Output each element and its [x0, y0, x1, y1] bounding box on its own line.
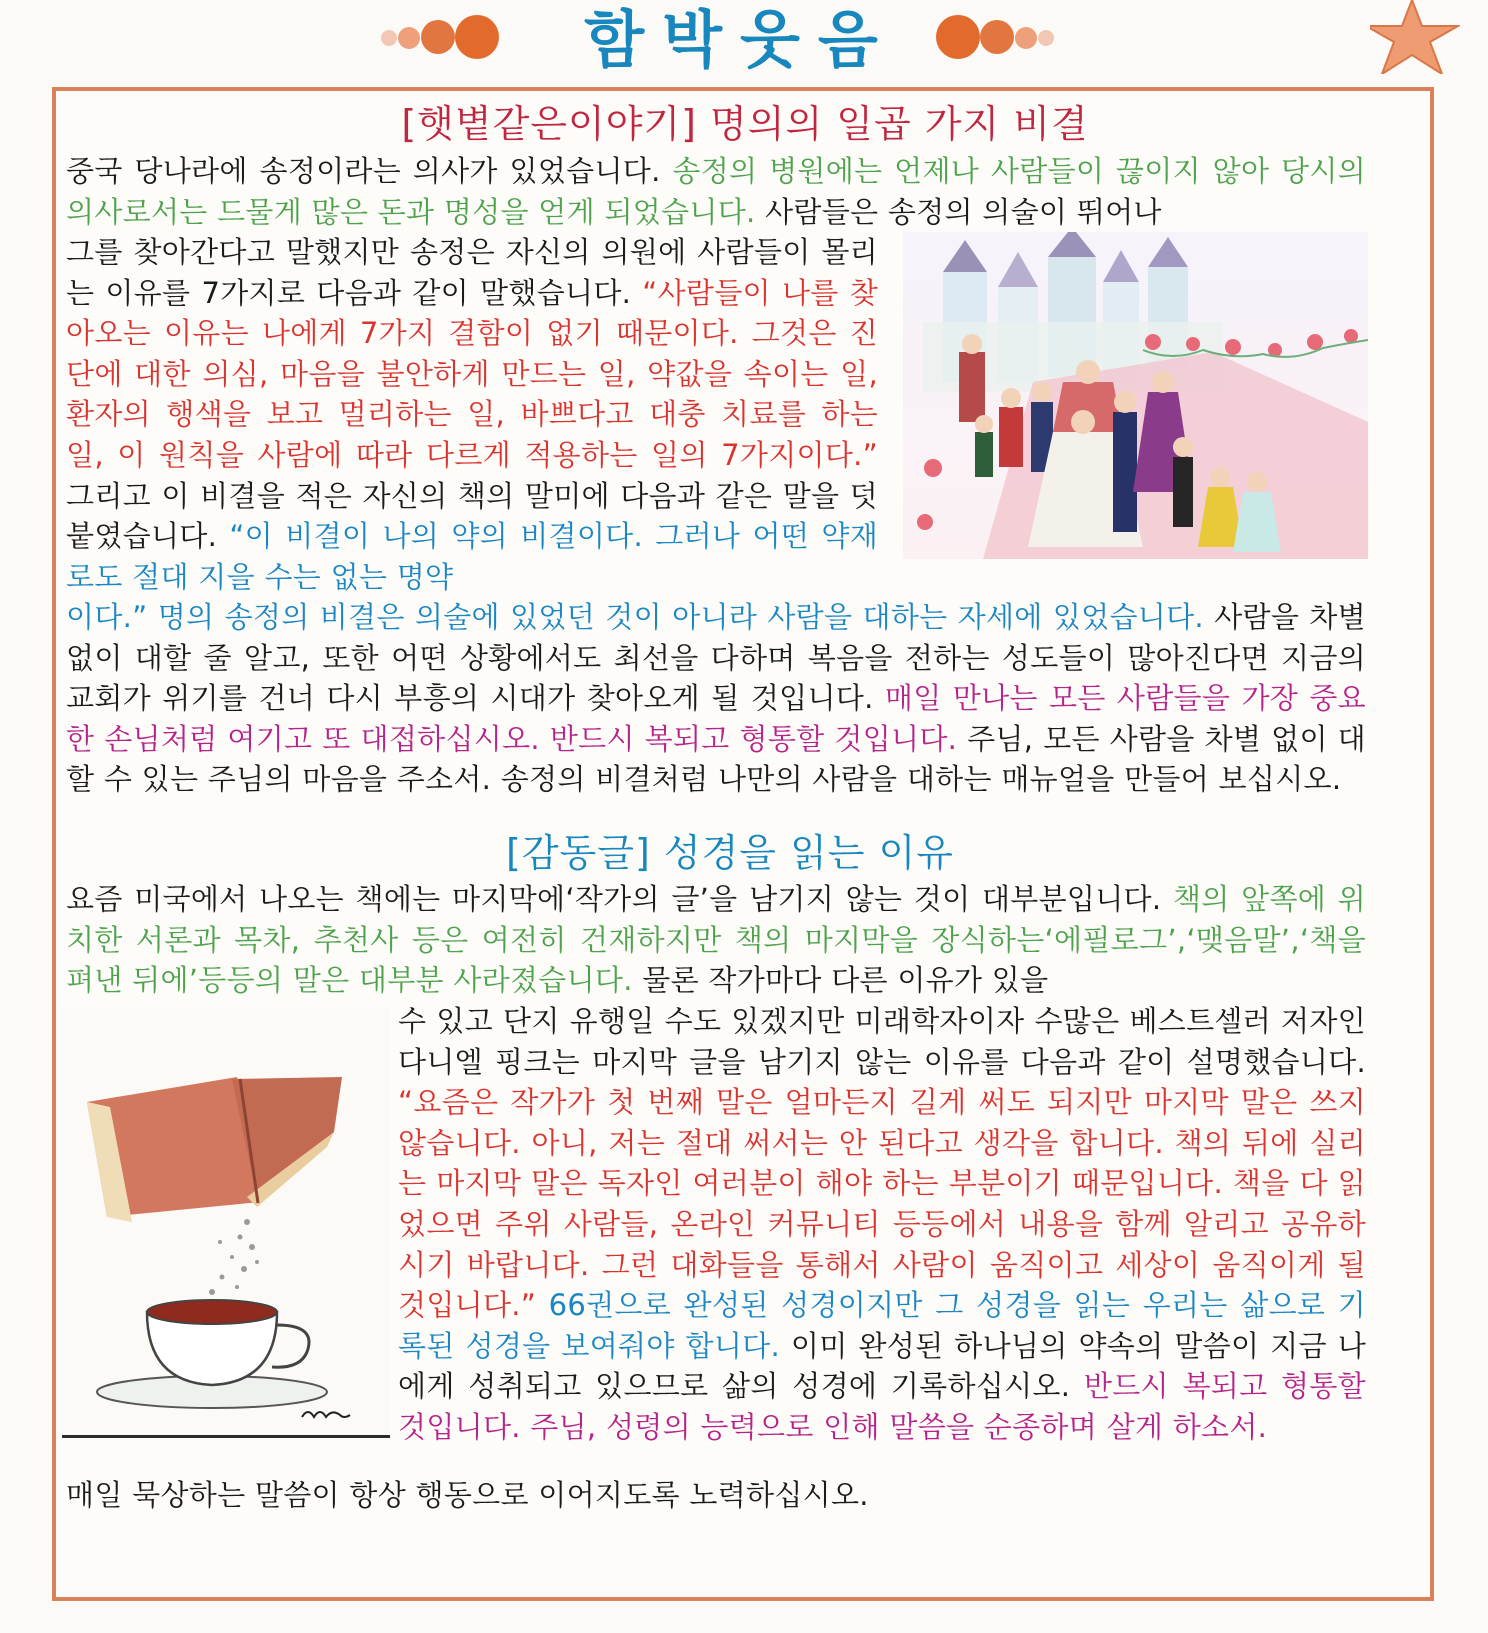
text-run: 그리고 이 비결을 적은 자신의 책의 말미에 다음과 같은 말을 덧붙였습니다.: [66, 478, 878, 554]
left-dot-2: [398, 27, 420, 49]
text-run: “요즘은 작가가 첫 번째 말은 얼마든지 길게 써도 되지만 마지막 말은 쓰지 않습니다. 아니, 저는 절대 써서는 안 된다고 생각을 합니다. 책의 뒤에 실리는 마지막 말은 독자인 여러분이 해야 하는 부분이기 때문입니다. 책을 다 읽었으면 주위 사람들, 온라인 커뮤니티 등등에서 내용을 함께 알리고 공유하시기 바랍니다. 그런 대화들을 통해서 사람이 움직이고 세상이 움직이게 될 것입니다.”: [398, 1085, 1366, 1323]
section1-paragraph-intro: [66, 151, 1366, 232]
section1-paragraph-conclusion: [66, 597, 1366, 800]
section2-paragraph-intro: [66, 879, 1366, 1001]
section2-title: [감동글] 성경을 읽는 이유: [506, 831, 954, 875]
text-run: 이미 완성된 하나님의 약속의 말씀이 지금 나에게 성취되고 있으므로 삶의 성경에 기록하십시오.: [398, 1328, 1367, 1404]
book-teacup-illustration: [62, 1007, 390, 1438]
text-run: 이다.” 명의 송정의 비결은 의술에 있었던 것이 아니라 사람을 대하는 자세에 있었습니다.: [66, 600, 1204, 634]
text-run: 그를 찾아간다고 말했지만 송정은 자신의 의원에 사람들이 몰리는 이유를 7가지로 다음과 같이 말했습니다.: [66, 235, 878, 310]
left-dot-3: [421, 20, 455, 54]
castle-wedding-illustration: [903, 232, 1368, 559]
text-run: 책의 앞쪽에 위치한 서론과 목차, 추천사 등은 여전히 건재하지만 책의 마지막을 장식하는‘에필로그’,‘맺음말’,‘책을 펴낸 뒤에’등등의 말은 대부분 사라졌습니다.: [66, 882, 1366, 998]
section2-paragraph-closing: [66, 1475, 1366, 1516]
star-icon: [1370, 0, 1460, 74]
text-run: “이 비결이 나의 약의 비결이다. 그러나 어떤 약재로도 절대 지을 수는 없는 명약: [66, 519, 879, 594]
section1-paragraph-secrets: [66, 232, 878, 597]
text-run: 사람들은 송정의 의술이 뛰어나: [755, 194, 1162, 229]
text-run: 요즘 미국에서 나오는 책에는 마지막에‘작가의 글’을 남기지 않는 것이 대부분입니다.: [66, 882, 1173, 916]
text-run: 66권으로 완성된 성경이지만 그 성경을 읽는 우리는 삶으로 기록된 성경을 보여줘야 합니다.: [398, 1288, 1366, 1363]
text-run: 중국 당나라에 송정이라는 의사가 있었습니다.: [66, 154, 673, 188]
text-run: 매일 만나는 모든 사람들을 가장 중요한 손님처럼 여기고 또 대접하십시오. 반드시 복되고 형통할 것입니다.: [66, 681, 1366, 756]
section2-paragraph-daniel-pink: [398, 1001, 1366, 1448]
right-dot-2: [980, 20, 1014, 54]
right-dot-3: [1015, 27, 1037, 49]
right-dot-4: [1038, 30, 1054, 46]
page-title: 함박웃음: [584, 3, 896, 76]
section1-title: [햇볕같은이야기] 명의의 일곱 가지 비결: [401, 102, 1089, 146]
text-run: 반드시 복되고 형통할 것입니다. 주님, 성령의 능력으로 인해 말씀을 순종하며 살게 하소서.: [398, 1369, 1366, 1444]
page-header: [0, 0, 1488, 92]
text-run: 매일 묵상하는 말씀이 항상 행동으로 이어지도록 노력하십시오.: [66, 1478, 869, 1512]
text-run: “사람들이 나를 찾아오는 이유는 나에게 7가지 결함이 없기 때문이다. 그것은 진단에 대한 의심, 마음을 불안하게 만드는 일, 약값을 속이는 일, 환자의 행색을 보고 멀리하는 일, 바쁘다고 대충 치료를 하는 일, 이 원칙을 사람에 따라 다르게 적용하는 일의 7가지이다.”: [66, 275, 879, 472]
left-dot-1: [381, 30, 397, 46]
text-run: 물론 작가마다 다른 이유가 있을: [632, 963, 1049, 998]
text-run: 사람을 차별 없이 대할 줄 알고, 또한 어떤 상황에서도 최선을 다하며 복음을 전하는 성도들이 많아진다면 지금의 교회가 위기를 건너 다시 부흥의 시대가 찾아오게 될 것입니다.: [66, 600, 1366, 716]
text-run: 주님, 모든 사람을 차별 없이 대할 수 있는 주님의 마음을 주소서. 송정의 비결처럼 나만의 사람을 대하는 매뉴얼을 만들어 보십시오.: [66, 721, 1366, 797]
text-run: 송정의 병원에는 언제나 사람들이 끊이지 않아 당시의 의사로서는 드물게 많은 돈과 명성을 얻게 되었습니다.: [66, 154, 1366, 229]
text-run: 수 있고 단지 유행일 수도 있겠지만 미래학자이자 수많은 베스트셀러 저자인 다니엘 핑크는 마지막 글을 남기지 않는 이유를 다음과 같이 설명했습니다.: [398, 1004, 1366, 1079]
left-dot-4: [455, 15, 499, 59]
right-dot-1: [936, 15, 980, 59]
